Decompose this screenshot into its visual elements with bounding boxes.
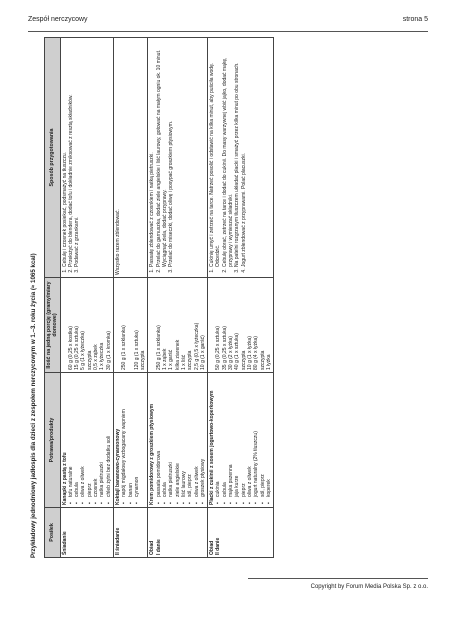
footer-rule	[248, 578, 428, 579]
quantity-item: 15 g (0,25 x sztuka)	[74, 326, 81, 370]
meal-cell: Obiad II danie	[208, 508, 274, 558]
quantity-item: 0,5 x ząbek	[93, 344, 100, 370]
quantity-item: szczypta	[86, 350, 93, 370]
ingredient-item: ▪ tofu naturalne	[68, 375, 74, 497]
ingredient-item: ▪ sól, pieprz	[187, 375, 193, 497]
dish-name: Koktajl bananowo-cynamonowy	[114, 428, 121, 505]
col-header-method: Sposób przygotowania	[45, 38, 61, 278]
method-cell	[113, 38, 147, 278]
method-step: 1. Passatę zblendować z czosnkiem i natką pietruszki.	[149, 40, 155, 267]
quantity-item: 1 łyżka	[265, 354, 272, 370]
method-steps	[149, 40, 174, 275]
ingredient-item: ▪ natka pietruszki	[168, 375, 174, 497]
method-cell	[60, 38, 113, 278]
ingredient-item: ▪ sól, pieprz	[260, 375, 266, 497]
ingredient-list	[156, 375, 206, 505]
method-step: 3. Na patelni rozgrzanym tłuszczem układać placki i smażyć przez kilka minut po obu stronach.	[234, 40, 240, 267]
ingredient-item: ▪ cebula	[222, 375, 228, 497]
quantity-item: 50 g (0,25 x sztuka)	[215, 326, 222, 370]
method-steps	[62, 40, 81, 275]
quantity-item: 1 x ząbek	[162, 348, 169, 370]
ingredient-item: ▪ jaja kurze	[234, 375, 240, 497]
method-steps	[115, 40, 121, 275]
quantity-item: 30 g (1 x kromka)	[105, 331, 112, 370]
quantity-item: 1 x garść	[168, 349, 175, 370]
ingredient-item: ▪ pieprz	[241, 375, 247, 497]
quantity-item: 80 g (4 x łyżka)	[253, 336, 260, 370]
table-caption: Przykładowy jednodniowy jadłospis dla dzieci z zespołem nerczycowym w 1.–3. roku życia (≈ 1065 kcal)	[30, 253, 37, 558]
method-cell	[148, 38, 208, 278]
dish-cell	[60, 373, 113, 508]
quantity-item: 10 g (1 x garść)	[199, 335, 206, 370]
quantity-cell	[148, 278, 208, 373]
quantity-cell	[60, 278, 113, 373]
col-header-dish: Potrawa/produkty	[45, 373, 61, 508]
meal-cell: Obiad I danie	[148, 508, 208, 558]
quantity-item: 60 g (0,25 x kostka)	[67, 326, 74, 370]
ingredient-item: ▪ cukinia	[215, 375, 221, 497]
ingredient-item: ▪ banan	[128, 375, 134, 497]
dish-cell	[148, 373, 208, 508]
ingredient-item: ▪ oliwa z oliwek	[80, 375, 86, 497]
quantity-item: 120 g (1 x sztuka)	[133, 330, 140, 370]
ingredient-item: ▪ cynamon	[134, 375, 140, 497]
col-header-qty: Ilość na jedną porcję (gramy/miary domowe)	[45, 278, 61, 373]
quantity-item: 1 x łyżeczka	[99, 342, 106, 370]
ingredient-list	[121, 375, 140, 505]
page-number: strona 5	[402, 16, 428, 23]
quantity-item: 5 g (1 x łyżeczka)	[80, 331, 87, 370]
method-steps	[209, 40, 247, 275]
quantity-item: 250 g (1 x szklanka)	[121, 325, 128, 370]
ingredient-item: ▪ cebula	[74, 375, 80, 497]
method-cell	[208, 38, 274, 278]
quantity-item: 30 g (2 x łyżka)	[228, 336, 235, 370]
header-rule	[28, 31, 428, 32]
table-row	[208, 38, 274, 558]
copyright-text: Copyright by Forum Media Polska Sp. z o.o.	[310, 584, 428, 590]
col-header-meal: Posiłek	[45, 508, 61, 558]
dish-cell	[208, 373, 274, 508]
meal-cell: II śniadanie	[113, 508, 147, 558]
ingredient-item: ▪ koperek	[266, 375, 272, 497]
meal-cell: Śniadanie	[60, 508, 113, 558]
method-step: 3. Przelać do miseczki, dodać oliwę i posypać groszkiem ptysiowym.	[168, 40, 174, 267]
ingredient-item: ▪ chleb żytni bez dodatku soli	[106, 375, 112, 497]
ingredient-item: ▪ liść laurowy	[181, 375, 187, 497]
menu-table	[44, 37, 274, 558]
quantity-item: szczypta	[140, 350, 147, 370]
quantity-item: 40 g (1 x sztuka)	[234, 333, 241, 370]
quantity-cell	[113, 278, 147, 373]
ingredient-item: ▪ pieprz	[87, 375, 93, 497]
ingredient-item: ▪ oliwa z oliwek	[194, 375, 200, 497]
ingredient-item: ▪ natka pietruszki	[99, 375, 105, 497]
table-row	[60, 38, 113, 558]
table-row	[148, 38, 208, 558]
ingredient-item: ▪ passata pomidorowa	[156, 375, 162, 497]
dish-name: Kanapki z pastą z tofu	[61, 452, 68, 505]
ingredient-item: ▪ napój migdałowy wzbogacany wapniem	[121, 375, 127, 497]
header-title: Zespół nerczycowy	[28, 16, 88, 23]
quantity-cell	[208, 278, 274, 373]
method-step: 2. Cebulę obrać, zetrzeć na tarce i dodać do cukinii. Do masy warzywnej wbić jajko, dodać mąkę, przyprawy i wymieszać składniki.	[222, 40, 235, 267]
dish-name: Krem pomidorowy z groszkiem ptysiowym	[149, 403, 156, 505]
table-header-row	[45, 38, 61, 558]
ingredient-list	[215, 375, 272, 505]
method-step: 2. Przelać do garnuszka, dodać ziele angielskie i liść laurowy, gotować na małym ogniu ok. 10 minut. Wyciągnąć ziela, dodać przyprawy.	[156, 40, 169, 267]
ingredient-list	[68, 375, 112, 505]
method-step: Wszystko razem zblendować.	[114, 209, 121, 275]
rotated-table-area	[30, 38, 425, 558]
quantity-item: szczypta	[240, 350, 247, 370]
quantity-item: 1 x liść	[180, 354, 187, 370]
method-step: 3. Podawać z grzankami.	[74, 40, 80, 267]
method-step: 2. Przełożyć do blendera, dodać tofu i dokładnie zmiksować z resztą składników.	[68, 40, 74, 267]
ingredient-item: ▪ oliwa z oliwek	[247, 375, 253, 497]
method-step: 4. Jogurt zblendować z przyprawami. Polać placuszki.	[241, 40, 247, 267]
page-header	[28, 14, 428, 28]
method-step: 1. Cukinię umyć i zetrzeć na tarce. Natrzeć posolić i odstawić na kilka minut, aby puściła wodę. Odcedzić.	[209, 40, 222, 267]
quantity-item: 10 g (1 x łyżka)	[246, 336, 253, 370]
quantity-item: 250 g (1 x szklanka)	[155, 325, 162, 370]
table-row	[113, 38, 147, 558]
quantity-item: 2,5 g (0,5 x łyżeczka)	[193, 322, 200, 370]
ingredient-item: ▪ ziele angielskie	[175, 375, 181, 497]
quantity-item: 35 g (0,25 x sztuka)	[221, 326, 228, 370]
table-rotated	[30, 38, 425, 558]
ingredient-item: ▪ czosnek	[93, 375, 99, 497]
ingredient-item: ▪ mąka pszenna	[228, 375, 234, 497]
ingredient-item: ▪ groszek ptysiowy	[200, 375, 206, 497]
method-step: 1. Cebulę i czosnek posiekać, podsmażyć na tłuszczu.	[62, 40, 68, 267]
ingredient-item: ▪ cebula	[162, 375, 168, 497]
quantity-item: szczypta	[259, 350, 266, 370]
quantity-item: szczypta	[187, 350, 194, 370]
dish-name: Placki z cukinii z sosem jogurtowo-koperkowym	[209, 390, 216, 505]
dish-cell	[113, 373, 147, 508]
ingredient-item: ▪ jogurt naturalny (2% tłuszczu)	[253, 375, 259, 497]
page-footer	[28, 578, 428, 608]
quantity-item: kilka ziarenek	[174, 339, 181, 370]
